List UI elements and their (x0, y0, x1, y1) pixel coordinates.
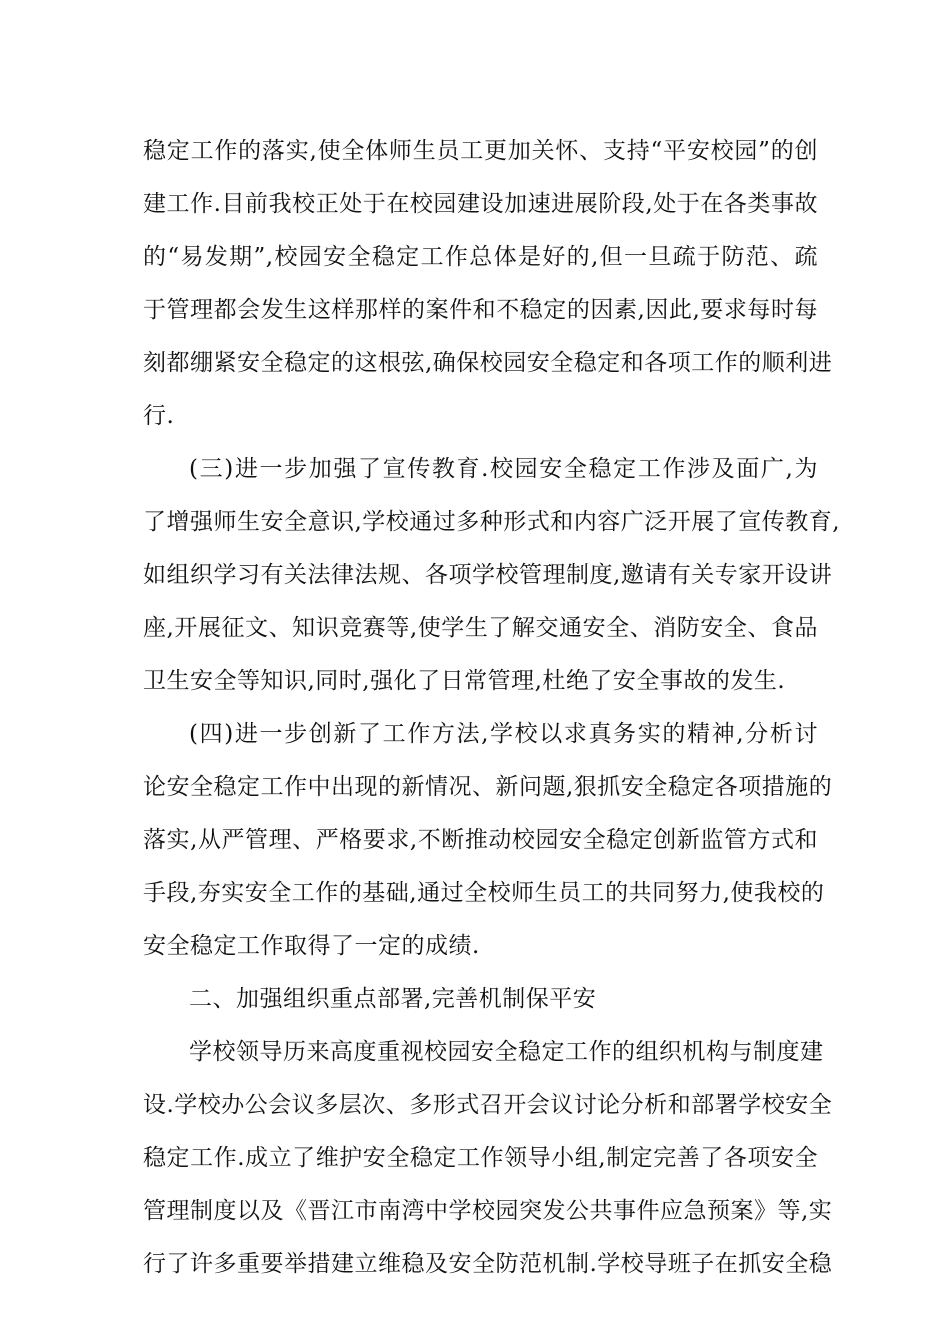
document-body (143, 125, 841, 1291)
paragraph-first-line: 学校领导历来高度重视校园安全稳定工作的组织机构与制度建 (189, 1039, 824, 1065)
text-line: 论安全稳定工作中出现的新情况、新问题,狠抓安全稳定各项措施的 (143, 774, 833, 800)
text-line: 刻都绷紧安全稳定的这根弦,确保校园安全稳定和各项工作的顺利进 (143, 350, 833, 376)
text-line: 行. (143, 403, 175, 429)
text-line: 座,开展征文、知识竞赛等,使学生了解交通安全、消防安全、食品 (143, 615, 818, 641)
text-line: 了增强师生安全意识,学校通过多种形式和内容广泛开展了宣传教育, (143, 509, 841, 535)
text-line: 建工作.目前我校正处于在校园建设加速进展阶段,处于在各类事故 (143, 191, 818, 217)
paragraph-first-line: (四)进一步创新了工作方法,学校以求真务实的精神,分析讨 (189, 721, 818, 747)
text-line: 稳定工作.成立了维护安全稳定工作领导小组,制定完善了各项安全 (143, 1145, 818, 1171)
text-line: 的“易发期”,校园安全稳定工作总体是好的,但一旦疏于防范、疏 (143, 244, 818, 270)
text-line: 安全稳定工作取得了一定的成绩. (143, 933, 480, 959)
section-heading: 二、加强组织重点部署,完善机制保平安 (189, 986, 597, 1012)
text-line: 设.学校办公会议多层次、多形式召开会议讨论分析和部署学校安全 (143, 1092, 833, 1118)
text-line: 于管理都会发生这样那样的案件和不稳定的因素,因此,要求每时每 (143, 297, 818, 323)
text-line: 落实,从严管理、严格要求,不断推动校园安全稳定创新监管方式和 (143, 827, 818, 853)
text-line: 稳定工作的落实,使全体师生员工更加关怀、支持“平安校园”的创 (143, 138, 818, 164)
text-line: 管理制度以及《晋江市南湾中学校园突发公共事件应急预案》等,实 (143, 1198, 833, 1224)
text-line: 卫生安全等知识,同时,强化了日常管理,杜绝了安全事故的发生. (143, 668, 786, 694)
text-line: 手段,夯实安全工作的基础,通过全校师生员工的共同努力,使我校的 (143, 880, 825, 906)
paragraph-first-line: (三)进一步加强了宣传教育.校园安全稳定工作涉及面广,为 (189, 456, 818, 482)
text-line: 行了许多重要举措建立维稳及安全防范机制.学校导班子在抓安全稳 (143, 1251, 833, 1277)
text-line: 如组织学习有关法律法规、各项学校管理制度,邀请有关专家开设讲 (143, 562, 833, 588)
